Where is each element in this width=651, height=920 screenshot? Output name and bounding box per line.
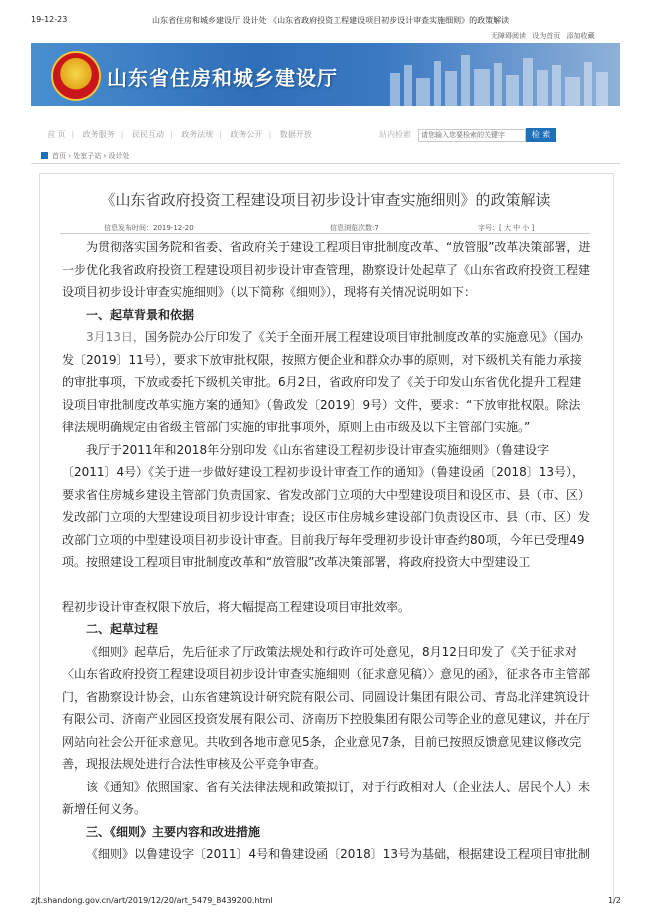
add-favorite-link[interactable]: 添加收藏 bbox=[566, 32, 595, 40]
paragraph-2-cont: 程初步设计审查权限下放后，将大幅提高工程建设项目审批效率。 bbox=[62, 599, 411, 614]
nav-home[interactable]: 首 页 bbox=[47, 130, 66, 139]
divider bbox=[31, 163, 620, 164]
publish-time: 信息发布时间：2019-12-20 bbox=[104, 224, 194, 232]
search-input[interactable]: 请您输入您要检索的关键字 bbox=[418, 129, 526, 142]
meta-divider bbox=[60, 233, 590, 234]
nav-disclosure[interactable]: 政务公开 bbox=[230, 130, 263, 139]
breadcrumb bbox=[41, 151, 130, 161]
print-page-number: 1/2 bbox=[608, 896, 621, 905]
accessibility-link[interactable]: 无障碍阅读 bbox=[491, 32, 526, 40]
section-heading-2: 二、起草过程 bbox=[86, 622, 159, 636]
article-title: 《山东省政府投资工程建设项目初步设计审查实施细则》的政策解读 bbox=[100, 191, 551, 209]
search-label: 站内检索 bbox=[379, 130, 411, 139]
paragraph-5: 《细则》以鲁建设字〔2011〕4号和鲁建设函〔2018〕13号为基础，根据建设工程项目审批制 bbox=[86, 847, 590, 861]
site-banner bbox=[31, 43, 620, 106]
nav-gov-service[interactable]: 政务服务 bbox=[82, 130, 115, 139]
nav-interaction[interactable]: 民民互动 bbox=[132, 130, 165, 139]
breadcrumb-text[interactable]: 首页 › 处室子站 › 设计处 bbox=[52, 152, 130, 160]
section-heading-3: 三、《细则》主要内容和改进措施 bbox=[86, 824, 261, 839]
paragraph-2: 我厅于2011年和2018年分别印发《山东省建设工程初步设计审查实施细则》（鲁建设字〔2011〕4号）《关于进一步做好建设工程初步设计审查工作的通知》（鲁建设函〔2018〕13号），要求省住房城乡建设主管部门负责国家、省发改部门立项的大中型建设项目和设区市、县（市、区）发改部门立项的大型建设项目初步设计审查；设区市住房城乡建设部门负责设区市、县（市、区）发改部门立项的中型建设项目初步设计审查。目前我厅每年受理初步设计审查约80项，今年已受理49项。按照建设工程项目审批制度改革和“放管服”改革决策部署，将政府投资大中型建设工 bbox=[62, 442, 591, 569]
nav-regulations[interactable]: 政务法规 bbox=[181, 130, 214, 139]
article-body bbox=[62, 236, 592, 866]
main-nav: 首 页 | 政务服务 | 民民互动 | 政务法规 | 政务公开 | 数据开放 bbox=[47, 130, 312, 139]
intro-paragraph: 为贯彻落实国务院和省委、省政府关于建设工程项目审批制度改革、“放管服”改革决策部署，进一步优化我省政府投资工程建设项目初步设计审查管理，勘察设计处起草了《山东省政府投资工程建设项目初步设计审查实施细则》（以下简称《细则》），现将有关情况说明如下： bbox=[62, 240, 591, 299]
set-homepage-link[interactable]: 设为首页 bbox=[532, 32, 561, 40]
section-heading-1: 一、起草背景和依据 bbox=[86, 307, 195, 322]
view-count: 信息浏览次数:7 bbox=[330, 224, 379, 232]
print-date: 19-12-23 bbox=[31, 15, 68, 24]
font-size-control[interactable]: 字号：[ 大 中 小 ] bbox=[478, 224, 535, 232]
city-skyline-image bbox=[360, 43, 620, 106]
top-links bbox=[491, 31, 594, 41]
paragraph-3: 《细则》起草后，先后征求了厅政策法规处和行政许可处意见，8月12日印发了《关于征求对〈山东省政府投资工程建设项目初步设计审查实施细则（征求意见稿）〉意见的函》，征求各市主管部门，省勘察设计协会，山东省建筑设计研究院有限公司、同圆设计集团有限公司、青岛北洋建筑设计有限公司、济南产业园区投资发展有限公司、济南历下控股集团有限公司等企业的意见建议，并在厅网站向社会公开征求意见。共收到各地市意见5条，企业意见7条，目前已按照反馈意见建议修改完善，现报法规处进行合法性审核及公平竞争审查。 bbox=[62, 644, 591, 771]
search-button[interactable]: 检 索 bbox=[526, 128, 556, 142]
paragraph-4: 该《通知》依照国家、省有关法律法规和政策拟订，对于行政相对人（企业法人、居民个人）未新增任何义务。 bbox=[62, 779, 591, 816]
print-title: 山东省住房和城乡建设厅 设计处 《山东省政府投资工程建设项目初步设计审查实施细则》的政策解读 bbox=[152, 16, 510, 25]
paragraph-1: 3月13日，国务院办公厅印发了《关于全面开展工程建设项目审批制度改革的实施意见》（国办发〔2019〕11号），要求下放审批权限，按照方便企业和群众办事的原则，对下级机关有能力承接的审批事项，下放或委托下级机关审批。6月2日，省政府印发了《关于印发山东省优化提升工程建设项目审批制度改革实施方案的通知》（鲁政发〔2019〕9号）文件，要求：“下放审批权限。除法律法规明确规定由省级主管部门实施的审批事项外，原则上由市级及以下主管部门实施。” bbox=[62, 330, 583, 434]
home-icon bbox=[41, 152, 48, 159]
nav-open-data[interactable]: 数据开放 bbox=[279, 130, 312, 139]
national-emblem-icon bbox=[51, 51, 101, 101]
print-url: zjt.shandong.gov.cn/art/2019/12/20/art_5479_8439200.html bbox=[31, 896, 273, 905]
site-title[interactable]: 山东省住房和城乡建设厅 bbox=[107, 66, 338, 90]
